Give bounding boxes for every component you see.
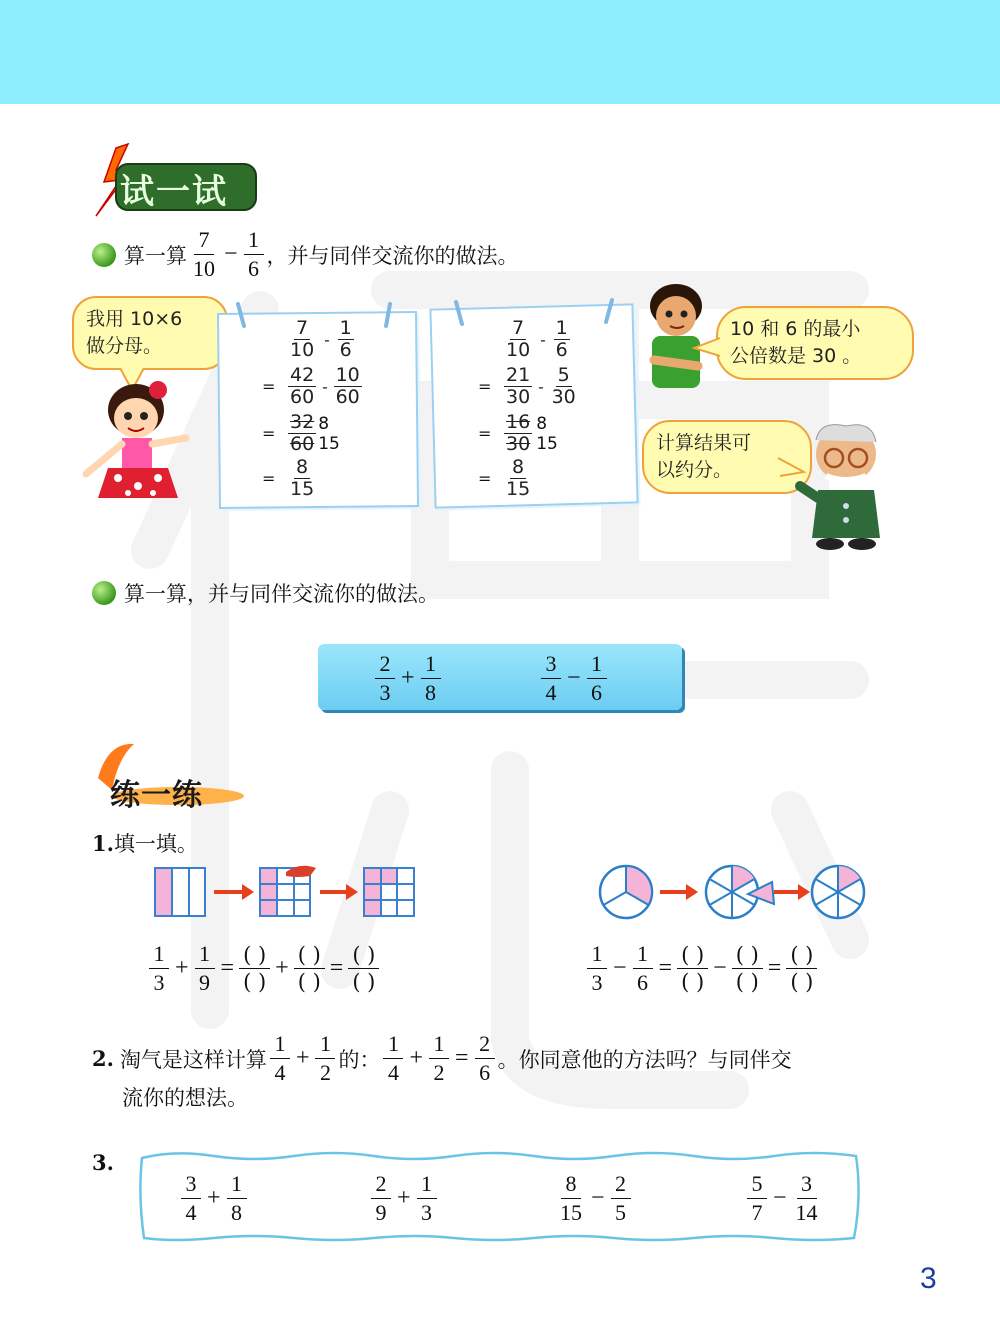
teacher-speech-bubble: 计算结果可 以约分。 [642, 420, 812, 494]
top-banner [0, 0, 1000, 104]
try-question-2: 算一算，并与同伴交流你的做法。 [92, 578, 439, 608]
practice-section-title: 练一练 [110, 778, 203, 813]
practice-3-item-3: $\frac{8}{15}$ − $\frac{2}{5}$ [554, 1172, 634, 1225]
practice-1-right-equation: $\frac{1}{3}$ − $\frac{1}{6}$ = ( ) ( ) − ( ) ( ) = ( ) ( ) [584, 942, 819, 995]
teacher-character [790, 420, 900, 555]
blank-fraction[interactable]: ( ) ( ) [239, 944, 270, 993]
green-bullet-icon [92, 581, 116, 605]
practice-3-item-2: $\frac{2}{9}$ + $\frac{1}{3}$ [368, 1172, 440, 1225]
note-2-work: 7 10 - 1 6 = $\frac{21}{30}$ - 5 30 = $\frac{16}{30}$ 8 15 = $\frac{8}{15}$ [478, 317, 576, 500]
girl-character [78, 378, 198, 508]
q1-suffix: ，并与同伴交流你的做法。 [266, 243, 519, 268]
green-bullet-icon [92, 243, 116, 267]
practice-3-item-1: $\frac{3}{4}$ + $\frac{1}{8}$ [178, 1172, 250, 1225]
girl-speech-bubble: 我用 10×6 做分母。 [72, 296, 228, 370]
try-question-1: 算一算 $\frac{7}{10}$ − $\frac{1}{6}$ ，并与同伴交流你的做法。 [92, 228, 519, 281]
try-section-title: 试一试 [120, 172, 228, 212]
blank-fraction[interactable]: ( ) ( ) [732, 944, 763, 993]
box-expression-2: $\frac{3}{4}$ − $\frac{1}{6}$ [538, 652, 610, 705]
page-number: 3 [920, 1262, 937, 1295]
fraction: $\frac{7}{10}$ [193, 227, 215, 281]
blank-fraction[interactable]: ( ) ( ) [677, 944, 708, 993]
circle-fraction-diagram [596, 862, 872, 922]
practice-3-item-4: $\frac{5}{7}$ − $\frac{3}{14}$ [744, 1172, 824, 1225]
note-1-work: 7 10 - 1 6 = $\frac{42}{60}$ - 10 60 = $\frac{32}{60}$ 8 15 = $\frac{8}{15}$ [262, 317, 360, 500]
practice-2-line-2: 流你的想法。 [122, 1086, 248, 1110]
blank-fraction[interactable]: ( ) ( ) [786, 944, 817, 993]
box-expression-1: $\frac{2}{3}$ + $\frac{1}{8}$ [372, 652, 444, 705]
practice-1-left-equation: $\frac{1}{3}$ + $\frac{1}{9}$ = ( ) ( ) + ( ) ( ) = ( ) ( ) [146, 942, 381, 995]
practice-1-heading: 1.填一填。 [92, 831, 198, 856]
practice-2-line-1: 2. 淘气是这样计算 $\frac{1}{4}$ + $\frac{1}{2}$ 的： $\frac{1}{4}$ + $\frac{1}{2}$ = $\frac{2}{6}$ 。你同意他的方法吗？与同伴交 [92, 1031, 792, 1085]
boy-speech-bubble: 10 和 6 的最小 公倍数是 30 。 [716, 306, 914, 380]
bubble-tail [692, 336, 722, 360]
blank-fraction[interactable]: ( ) ( ) [294, 944, 325, 993]
blank-fraction[interactable]: ( ) ( ) [348, 944, 379, 993]
grid-fraction-diagram [150, 862, 420, 922]
q1-prefix: 算一算 [124, 243, 187, 268]
fraction: $\frac{1}{6}$ [244, 228, 264, 281]
practice-3-number: 3. [92, 1150, 114, 1175]
